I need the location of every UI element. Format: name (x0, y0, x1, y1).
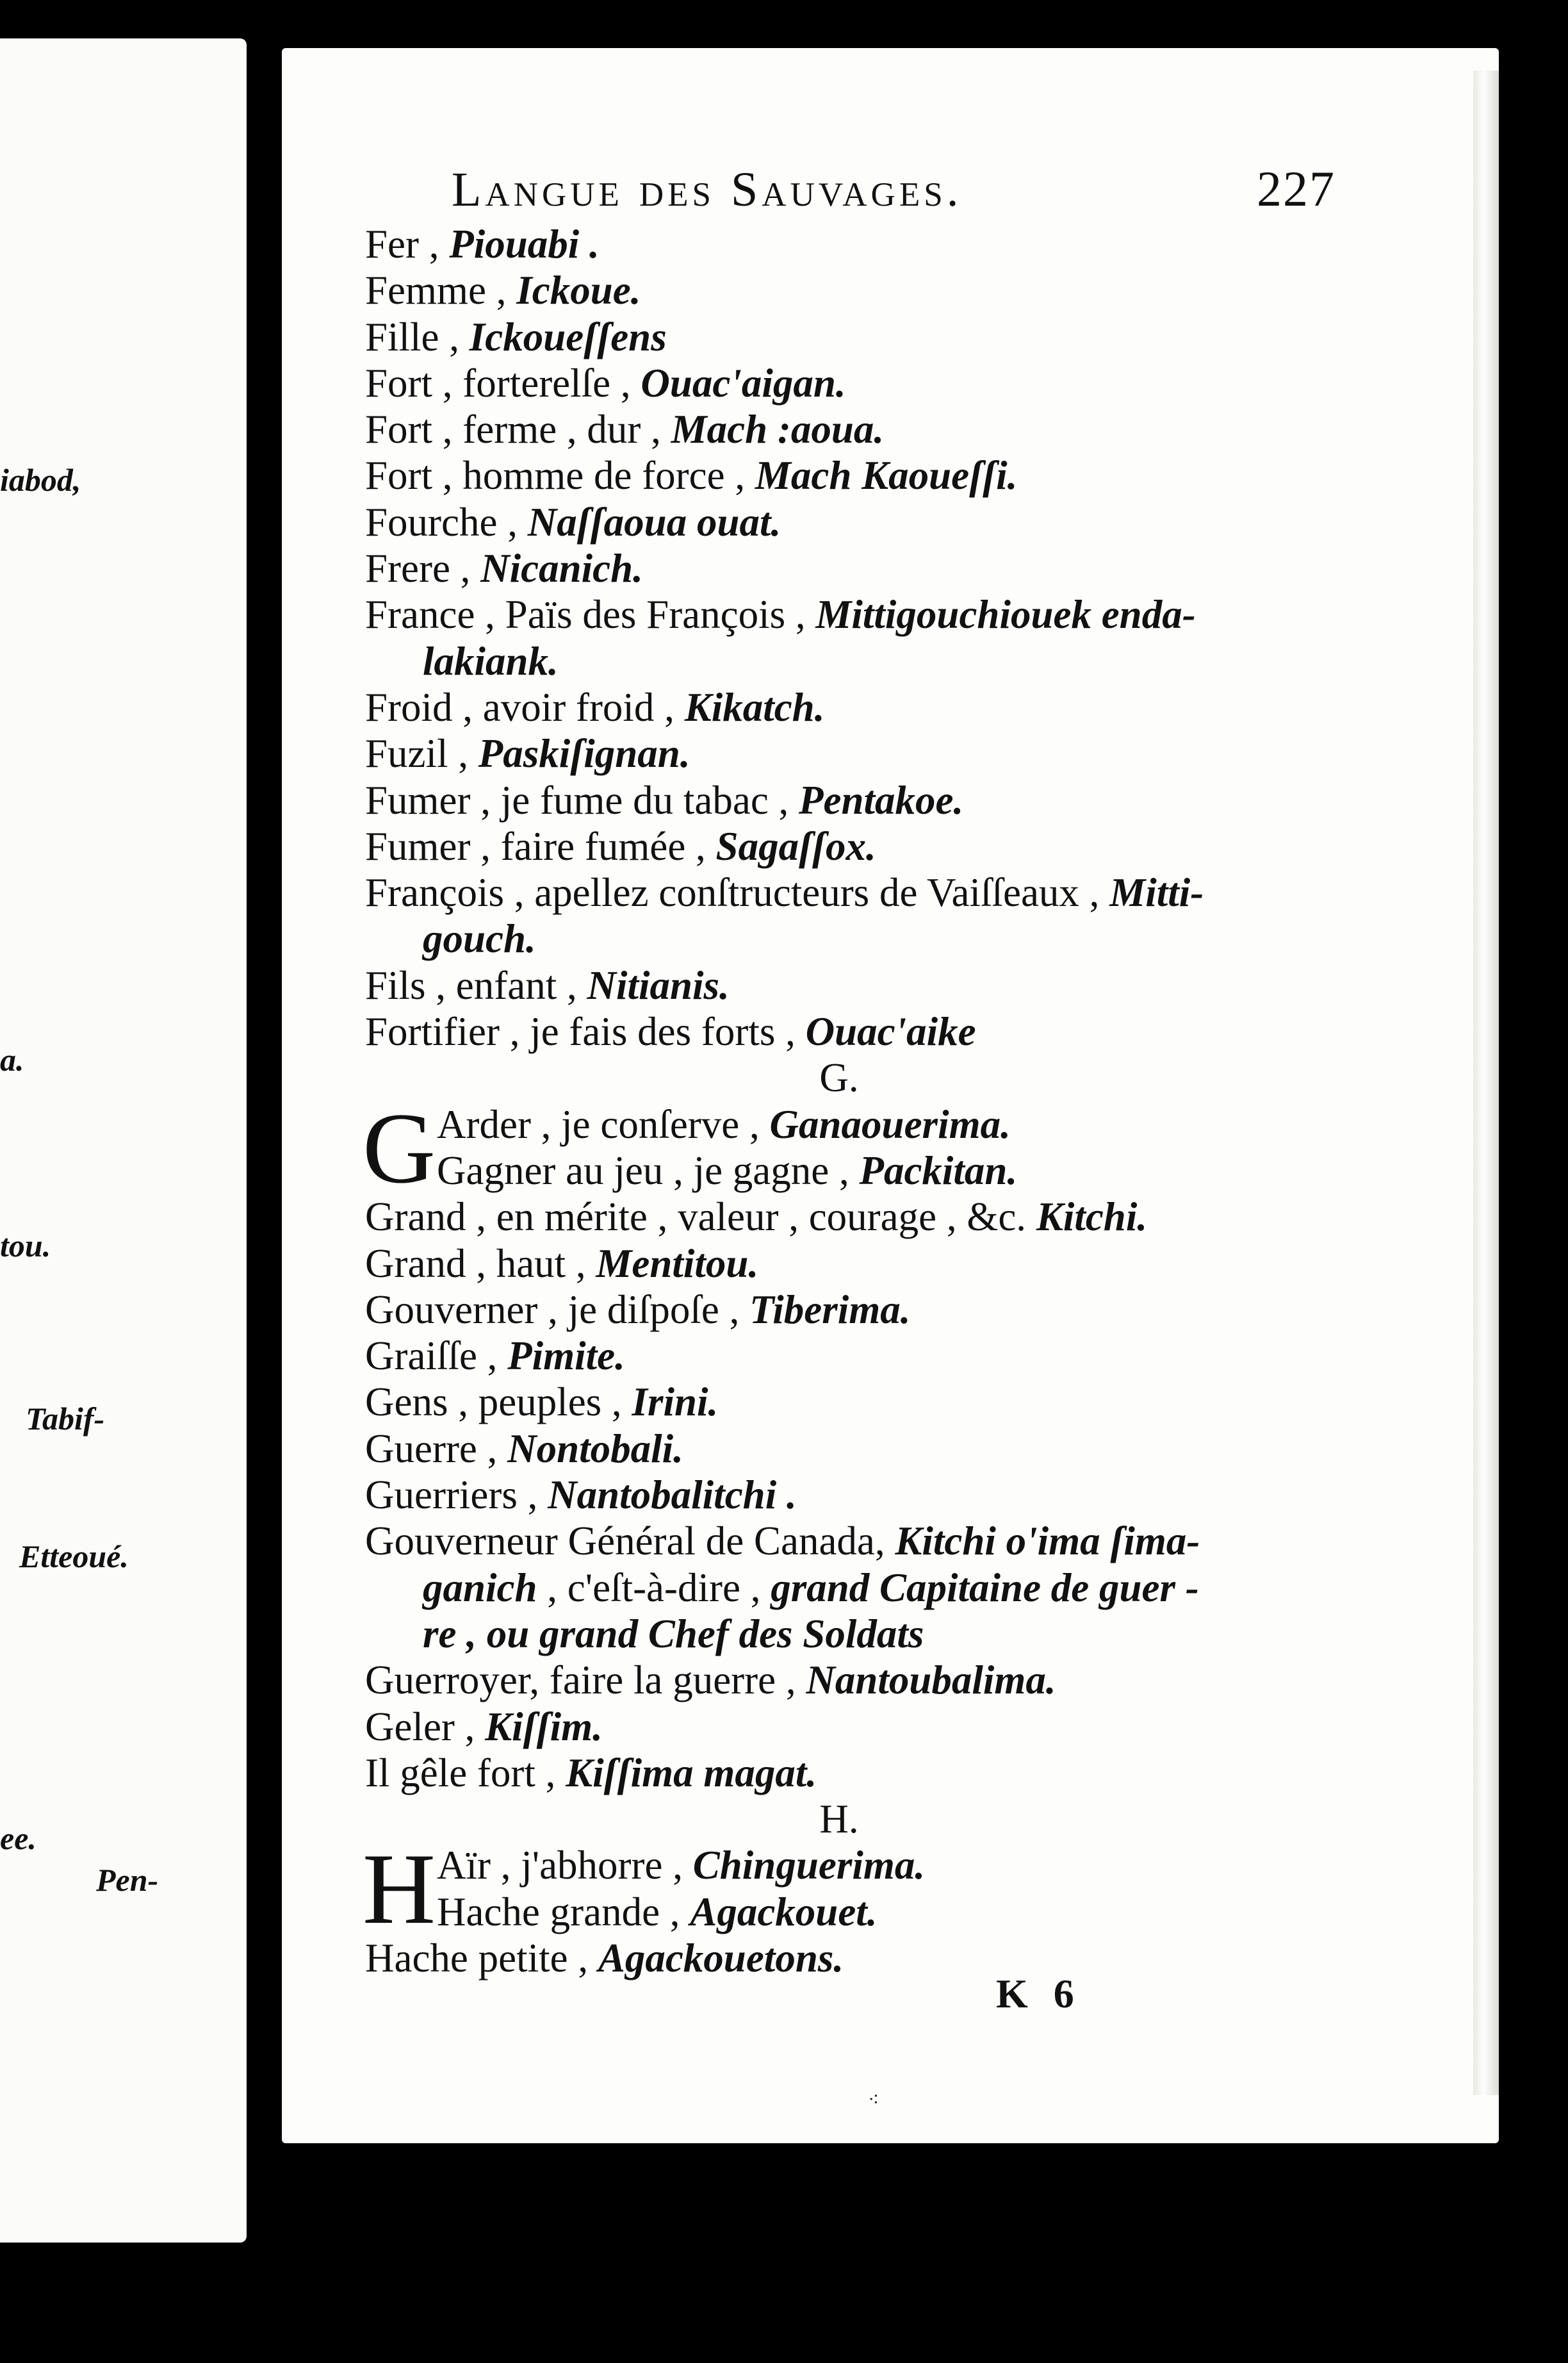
entry-native: Mach Kaoueſſi. (755, 453, 1018, 498)
glossary-entry (365, 406, 1339, 452)
entry-french: François , apellez conſtructeurs de Vaiſſeaux , (365, 870, 1110, 916)
entry-native: Irini. (632, 1379, 719, 1425)
glossary-entry (365, 777, 1339, 823)
entry-native: Ouac'aike (805, 1009, 976, 1055)
glossary-entry (365, 1472, 1339, 1518)
glossary-entry (365, 916, 1339, 962)
entry-native: ganich (423, 1565, 537, 1610)
entry-french: Fuzil , (365, 731, 478, 777)
entry-french: Geler , (365, 1704, 486, 1749)
entry-french: Fils , enfant , (365, 962, 587, 1008)
entry-french: Fumer , faire fumée , (365, 823, 716, 869)
left-fragment: tou. (0, 1228, 51, 1264)
glossary-entry (365, 1518, 1339, 1564)
entry-french: Graiſſe , (365, 1333, 508, 1379)
entry-native: Kitchi. (1036, 1194, 1148, 1240)
glossary-entry (365, 823, 1339, 869)
entry-native: Agackouet. (690, 1889, 878, 1934)
entry-french: Aïr , j'abhorre , (437, 1843, 693, 1888)
glossary-entry (365, 869, 1339, 916)
entry-native: grand Capitaine de guer - (771, 1565, 1199, 1610)
entry-native: Ouac'aigan. (641, 360, 846, 406)
entry-native: Paskiſignan. (478, 731, 690, 777)
entry-french: , c'eſt-à-dire , (537, 1565, 771, 1610)
glossary-entry (365, 1148, 1339, 1194)
entry-french: Gens , peuples , (365, 1379, 632, 1425)
entry-native: Naſſaoua ouat. (527, 499, 781, 545)
glossary-entry (365, 1889, 1339, 1935)
glossary-entry (365, 1379, 1339, 1425)
glossary-entry (365, 1565, 1339, 1611)
glossary-entry (365, 1240, 1339, 1287)
entry-french: Hache grande , (437, 1889, 690, 1934)
entry-french: Fille , (365, 314, 470, 359)
entry-native: Mentitou. (596, 1240, 759, 1286)
glossary-entry (365, 684, 1339, 730)
entry-native: Agackouetons. (598, 1935, 844, 1980)
glossary-entry (365, 591, 1339, 638)
left-fragment: Etteoué. (19, 1538, 129, 1574)
entry-native: Ickoue. (516, 268, 641, 313)
entry-native: Pentakoe. (799, 777, 964, 823)
glossary-entry (365, 267, 1339, 313)
entry-native: re , ou grand Chef des Soldats (423, 1611, 924, 1656)
glossary-entry (365, 1287, 1339, 1333)
glossary-entry (365, 1009, 1339, 1055)
entry-native: Nantobalitchi . (548, 1472, 797, 1518)
entry-french: Fort , forterelſe , (365, 360, 641, 406)
entry-french: Fort , ferme , dur , (365, 407, 671, 452)
glossary-entry (365, 1657, 1339, 1703)
section-heading-h: H. (819, 1797, 859, 1842)
glossary-entry (365, 452, 1339, 498)
entry-native: Mitti- (1109, 870, 1204, 916)
glossary-entries (365, 221, 1339, 1981)
signature-mark: K 6 (996, 1971, 1082, 2016)
section-heading-g: G. (819, 1055, 859, 1101)
entry-french: France , Païs des François , (365, 592, 816, 638)
glossary-entry (365, 1611, 1339, 1657)
entry-native: Pimite. (507, 1333, 625, 1379)
entry-french: Fortifier , je fais des forts , (365, 1009, 806, 1055)
glossary-entry (365, 1935, 1339, 1981)
dropcap-g: G (363, 1092, 436, 1205)
entry-native: Nantoubalima. (806, 1658, 1056, 1703)
glossary-entry (365, 730, 1339, 777)
left-fragment: Pen- (96, 1862, 159, 1898)
book-gutter (247, 26, 282, 2268)
entry-french: Il gêle fort , (365, 1750, 566, 1795)
entry-french: Gouverner , je diſpoſe , (365, 1287, 750, 1332)
entry-native: Packitan. (859, 1148, 1018, 1193)
entry-french: Arder , je conſerve , (437, 1101, 770, 1147)
entry-native: Nontobali. (507, 1426, 683, 1471)
glossary-entry (365, 221, 1339, 267)
glossary-entry (365, 499, 1339, 545)
glossary-entry (365, 1426, 1339, 1472)
glossary-entry (365, 360, 1339, 406)
glossary-entry (365, 962, 1339, 1009)
entry-native: gouch. (423, 916, 536, 962)
entry-native: Mittigouchiouek enda- (815, 592, 1196, 638)
left-fragment: ee. (0, 1820, 37, 1856)
entry-french: Fort , homme de force , (365, 453, 755, 498)
entry-native: Ganaouerima. (769, 1101, 1011, 1147)
left-fragment: Tabif- (26, 1401, 105, 1437)
running-head-title: Langue des Sauvages. (452, 163, 963, 217)
glossary-entry (365, 1750, 1339, 1796)
entry-native: Kiſſim. (485, 1704, 603, 1749)
glossary-entry (365, 545, 1339, 591)
entry-french: Guerriers , (365, 1472, 548, 1518)
glossary-entry (365, 638, 1339, 684)
entry-french: Guerroyer, faire la guerre , (365, 1658, 806, 1703)
entry-french: Grand , en mérite , valeur , courage , &c. (365, 1194, 1036, 1240)
left-fragment: iabod, (0, 462, 81, 498)
section-f (365, 221, 1339, 1055)
entry-french: Gouverneur Général de Canada, (365, 1519, 895, 1564)
ink-specks: ⁖ (868, 2089, 879, 2111)
entry-native: Kikatch. (684, 684, 825, 730)
glossary-entry (365, 1704, 1339, 1750)
entry-native: Tiberima. (749, 1287, 911, 1332)
entry-french: Fer , (365, 222, 450, 267)
entry-native: Kiſſima magat. (566, 1750, 817, 1795)
entry-native: Nitianis. (587, 962, 730, 1008)
entry-native: Nicanich. (480, 546, 643, 591)
page-edge (1473, 70, 1499, 2095)
section-h (365, 1889, 1339, 1982)
entry-french: Fumer , je fume du tabac , (365, 777, 799, 823)
entry-french: Femme , (365, 268, 517, 313)
entry-native: Sagaſſox. (715, 823, 876, 869)
facing-page-left (0, 38, 247, 2243)
left-fragment: a. (0, 1042, 24, 1078)
entry-native: Ickoueſſens (469, 314, 667, 359)
glossary-entry (365, 1194, 1339, 1240)
entry-native: Mach :aoua. (671, 407, 885, 452)
entry-french: Frere , (365, 546, 481, 591)
entry-french: Froid , avoir froid , (365, 684, 685, 730)
glossary-entry (365, 314, 1339, 360)
entry-native: Piouabi . (449, 222, 600, 267)
entry-french: Grand , haut , (365, 1240, 596, 1286)
running-head (452, 160, 1335, 218)
entry-native: Chinguerima. (692, 1843, 926, 1888)
entry-french: Guerre , (365, 1426, 508, 1471)
entry-french: Fourche , (365, 499, 528, 545)
dropcap-h: H (363, 1833, 436, 1946)
glossary-entry (365, 1333, 1339, 1379)
entry-native: lakiank. (423, 638, 559, 684)
entry-native: Kitchi o'ima ſima- (895, 1519, 1200, 1564)
entry-french: Hache petite , (365, 1935, 598, 1980)
section-g (365, 1148, 1339, 1796)
entry-french: Gagner au jeu , je gagne , (437, 1148, 860, 1193)
page-number: 227 (1257, 161, 1335, 217)
